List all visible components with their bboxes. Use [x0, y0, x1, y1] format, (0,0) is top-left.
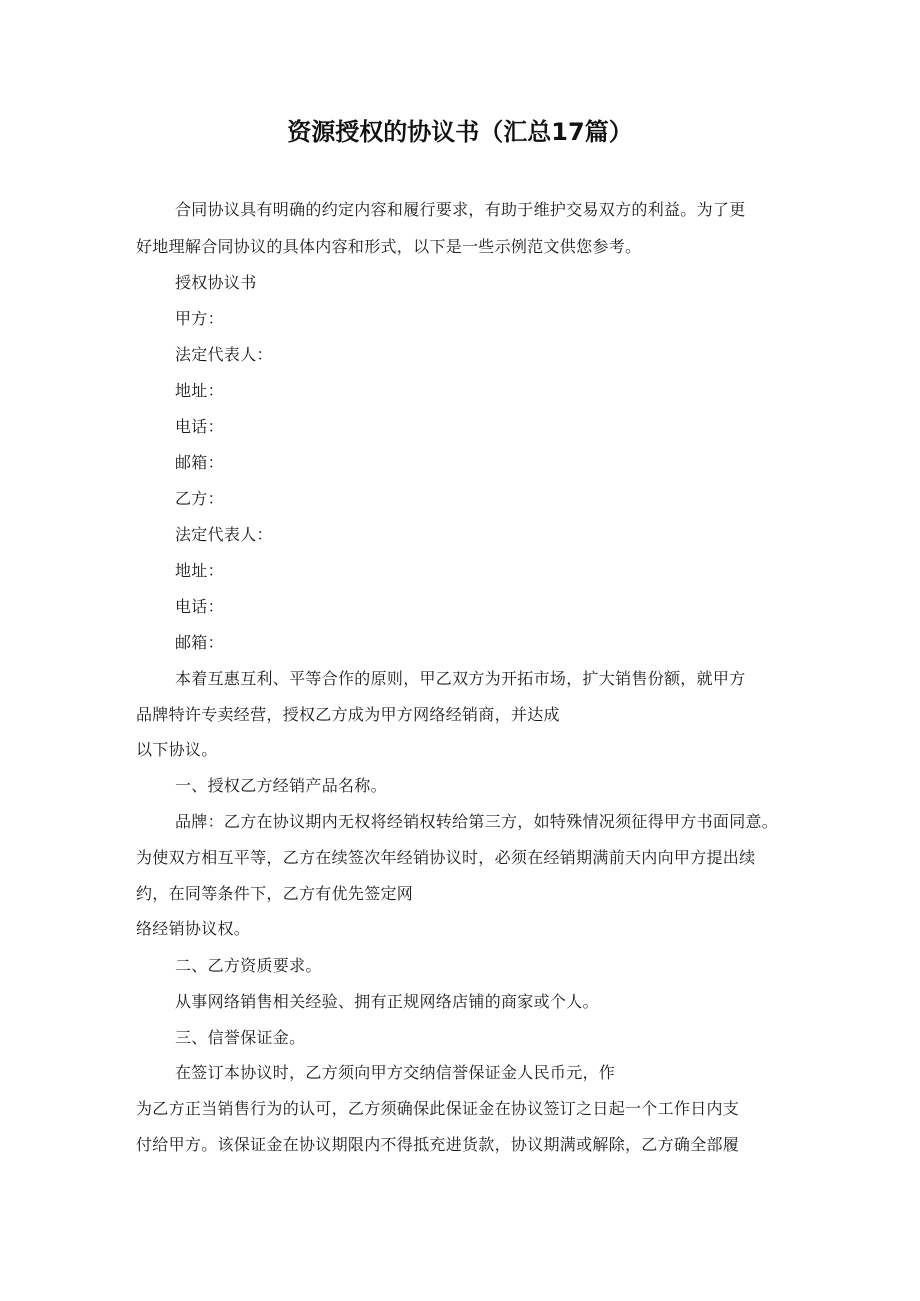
paragraph-line: 从事网络销售相关经验、拥有正规网络店铺的商家或个人。	[175, 992, 599, 1011]
paragraph-line: 乙方：	[175, 489, 224, 508]
paragraph-line: 络经销协议权。	[136, 919, 251, 938]
paragraph-line: 约，在同等条件下，乙方有优先签定网	[136, 884, 414, 903]
paragraph-line: 甲方：	[175, 309, 224, 328]
paragraph-line: 三、信誉保证金。	[175, 1028, 306, 1047]
paragraph-line: 为乙方正当销售行为的认可，乙方须确保此保证金在协议签订之日起一个工作日内支	[136, 1099, 740, 1118]
paragraph-line: 好地理解合同协议的具体内容和形式，以下是一些示例范文供您参考。	[136, 237, 642, 256]
paragraph-line: 二、乙方资质要求。	[175, 956, 322, 975]
paragraph-line: 以下协议。	[136, 740, 218, 759]
paragraph-line: 品牌特许专卖经营，授权乙方成为甲方网络经销商，并达成	[136, 705, 560, 724]
paragraph-line: 地址：	[175, 381, 224, 400]
paragraph-line: 付给甲方。该保证金在协议期限内不得抵充进货款，协议期满或解除，乙方确全部履	[136, 1135, 740, 1154]
paragraph-line: 电话：	[175, 597, 224, 616]
document-title: 资源授权的协议书（汇总17篇）	[287, 118, 633, 146]
paragraph-line: 邮箱：	[175, 453, 224, 472]
paragraph-line: 一、授权乙方经销产品名称。	[175, 776, 387, 795]
paragraph-line: 合同协议具有明确的约定内容和履行要求，有助于维护交易双方的利益。为了更	[175, 200, 746, 219]
paragraph-line: 授权协议书	[175, 273, 257, 292]
paragraph-line: 品牌：乙方在协议期内无权将经销权转给第三方，如特殊情况须征得甲方书面同意。	[175, 812, 779, 831]
paragraph-line: 电话：	[175, 417, 224, 436]
paragraph-line: 本着互惠互利、平等合作的原则，甲乙双方为开拓市场，扩大销售份额，就甲方	[175, 669, 746, 688]
paragraph-line: 在签订本协议时，乙方须向甲方交纳信誉保证金人民币元，作	[175, 1063, 616, 1082]
paragraph-line: 法定代表人：	[175, 525, 273, 544]
paragraph-line: 地址：	[175, 561, 224, 580]
paragraph-line: 法定代表人：	[175, 345, 273, 364]
paragraph-line: 为使双方相互平等，乙方在续签次年经销协议时，必须在经销期满前天内向甲方提出续	[136, 848, 756, 867]
paragraph-line: 邮箱：	[175, 633, 224, 652]
